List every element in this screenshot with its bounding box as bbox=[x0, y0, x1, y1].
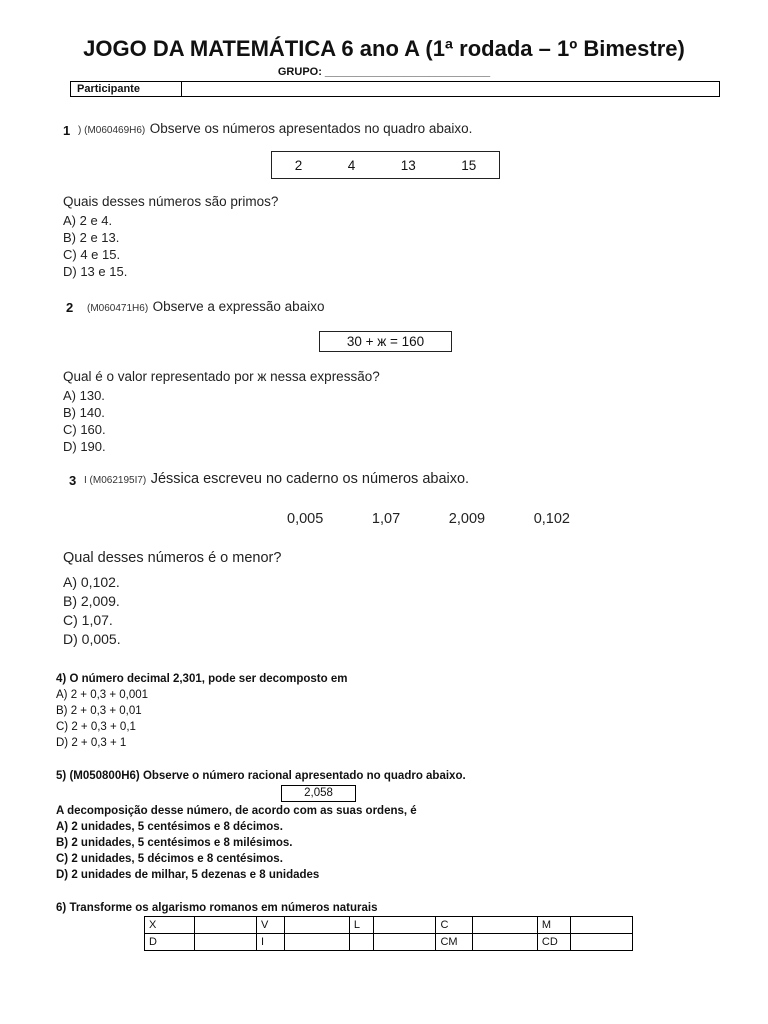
roman-cell: M bbox=[537, 917, 570, 934]
q3-number-item: 0,102 bbox=[533, 511, 570, 527]
roman-cell: I bbox=[256, 934, 285, 951]
q1-box-number: 4 bbox=[347, 157, 356, 173]
q3-header bbox=[84, 470, 469, 488]
q5-body bbox=[56, 803, 417, 883]
q2-option-c: C) 160. bbox=[63, 422, 106, 437]
q1-box-number: 2 bbox=[294, 157, 303, 173]
q4-option-b: B) 2 + 0,3 + 0,01 bbox=[56, 705, 142, 717]
q4-option-a: A) 2 + 0,3 + 0,001 bbox=[56, 689, 149, 701]
q2-options bbox=[63, 387, 106, 455]
q2-option-b: B) 140. bbox=[63, 405, 105, 420]
roman-cell bbox=[349, 934, 373, 951]
q5-question: A decomposição desse número, de acordo com as suas ordens, é bbox=[56, 805, 417, 817]
q1-number: 1 bbox=[63, 123, 71, 138]
q5-box-value: 2,058 bbox=[304, 787, 333, 799]
roman-cell: C bbox=[436, 917, 473, 934]
q2-header bbox=[87, 298, 324, 316]
q5-option-d: D) 2 unidades de milhar, 5 dezenas e 8 unidades bbox=[56, 869, 320, 881]
answer-cell[interactable] bbox=[194, 934, 256, 951]
answer-cell[interactable] bbox=[194, 917, 256, 934]
q3-number-item: 0,005 bbox=[287, 511, 324, 527]
q2-option-d: D) 190. bbox=[63, 439, 106, 454]
roman-cell: V bbox=[256, 917, 285, 934]
q3-code: I (M062195I7) bbox=[84, 475, 147, 486]
q2-expression-box bbox=[319, 331, 452, 352]
grupo-line: GRUPO: ___________________________ bbox=[277, 66, 491, 78]
q3-option-b: B) 2,009. bbox=[63, 593, 120, 609]
participant-table bbox=[70, 81, 720, 97]
q3-option-d: D) 0,005. bbox=[63, 631, 121, 647]
answer-cell[interactable] bbox=[473, 917, 537, 934]
q4-text: O número decimal 2,301, pode ser decomposto em bbox=[69, 673, 348, 685]
roman-cell: L bbox=[349, 917, 373, 934]
answer-cell[interactable] bbox=[285, 917, 349, 934]
answer-cell[interactable] bbox=[374, 917, 436, 934]
page-title: JOGO DA MATEMÁTICA 6 ano A (1ª rodada – 1º Bimestre) bbox=[83, 36, 685, 61]
q5-option-b: B) 2 unidades, 5 centésimos e 8 milésimos. bbox=[56, 837, 293, 849]
q2-number: 2 bbox=[66, 300, 74, 315]
q4-option-d: D) 2 + 0,3 + 1 bbox=[56, 737, 127, 749]
participant-field[interactable] bbox=[182, 82, 719, 96]
q1-number-box bbox=[271, 151, 500, 179]
q3-number-item: 1,07 bbox=[371, 511, 401, 527]
q5-header bbox=[56, 768, 466, 784]
table-row bbox=[145, 917, 633, 934]
q5-number: 5) bbox=[56, 770, 67, 782]
q5-text: (M050800H6) Observe o número racional apresentado no quadro abaixo. bbox=[69, 770, 466, 782]
q2-option-a: A) 130. bbox=[63, 388, 105, 403]
answer-cell[interactable] bbox=[374, 934, 436, 951]
q3-text: Jéssica escreveu no caderno os números abaixo. bbox=[150, 471, 470, 487]
q5-option-a: A) 2 unidades, 5 centésimos e 8 décimos. bbox=[56, 821, 283, 833]
q2-code: (M060471H6) bbox=[87, 303, 149, 314]
q1-header bbox=[78, 120, 472, 138]
q1-code: ) (M060469H6) bbox=[78, 125, 146, 136]
roman-cell: X bbox=[145, 917, 195, 934]
q4-option-c: C) 2 + 0,3 + 0,1 bbox=[56, 721, 136, 733]
q3-options bbox=[63, 573, 121, 649]
q1-question: Quais desses números são primos? bbox=[63, 194, 279, 209]
q6-number: 6) bbox=[56, 902, 67, 914]
answer-cell[interactable] bbox=[285, 934, 349, 951]
q4-header bbox=[56, 671, 347, 687]
q1-box-number: 13 bbox=[400, 157, 416, 173]
roman-cell: CD bbox=[537, 934, 570, 951]
roman-cell: CM bbox=[436, 934, 473, 951]
table-row bbox=[145, 934, 633, 951]
q1-box-number: 15 bbox=[461, 157, 477, 173]
q3-option-a: A) 0,102. bbox=[63, 574, 120, 590]
answer-cell[interactable] bbox=[473, 934, 537, 951]
q1-option-b: B) 2 e 13. bbox=[63, 230, 120, 245]
roman-table bbox=[144, 916, 633, 951]
q3-number: 3 bbox=[69, 473, 77, 488]
q1-option-a: A) 2 e 4. bbox=[63, 213, 113, 228]
q3-option-c: C) 1,07. bbox=[63, 612, 113, 628]
q2-text: Observe a expressão abaixo bbox=[152, 299, 325, 314]
participant-label: Participante bbox=[71, 82, 182, 96]
answer-cell[interactable] bbox=[570, 917, 632, 934]
q4-number: 4) bbox=[56, 673, 67, 685]
q5-number-box bbox=[281, 785, 356, 802]
q2-question: Qual é o valor representado por ж nessa expressão? bbox=[63, 369, 380, 384]
q4-options bbox=[56, 687, 148, 751]
q1-option-c: C) 4 e 15. bbox=[63, 247, 121, 262]
q1-options bbox=[63, 212, 127, 280]
q6-header bbox=[56, 900, 377, 916]
q1-option-d: D) 13 e 15. bbox=[63, 264, 128, 279]
q3-number-item: 2,009 bbox=[448, 511, 486, 527]
q3-number-row bbox=[287, 511, 570, 527]
answer-cell[interactable] bbox=[570, 934, 632, 951]
q6-text: Transforme os algarismo romanos em números naturais bbox=[69, 902, 378, 914]
q5-option-c: C) 2 unidades, 5 décimos e 8 centésimos. bbox=[56, 853, 283, 865]
q3-question: Qual desses números é o menor? bbox=[63, 550, 282, 566]
roman-cell: D bbox=[145, 934, 195, 951]
q2-expression: 30 + ж = 160 bbox=[346, 334, 425, 349]
q1-text: Observe os números apresentados no quadro abaixo. bbox=[149, 121, 473, 136]
